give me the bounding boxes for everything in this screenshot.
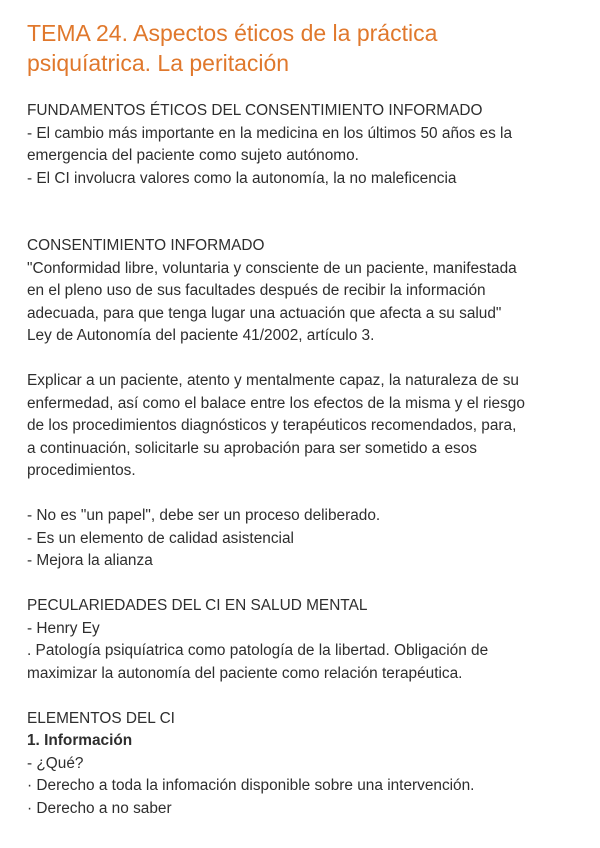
text-line: emergencia del paciente como sujeto autónomo. [27,147,359,164]
text-line: enfermedad, así como el balace entre los efectos de la misma y el riesgo [27,394,525,412]
section-fundamentos [27,100,577,190]
list-item: - No es "un papel", debe ser un proceso deliberado. [27,507,381,524]
document-page [27,18,577,820]
text-line: · Derecho a no saber [27,799,172,817]
section-heading: ELEMENTOS DEL CI [27,709,175,727]
text-line: - El cambio más importante en la medicina en los últimos 50 años es la [27,124,513,142]
section-consentimiento [27,235,577,573]
page-title [27,18,577,78]
title-line-2: psiquíatrica. La peritación [27,50,290,76]
text-line: maximizar la autonomía del paciente como relación terapéutica. [27,664,463,682]
paragraph [27,370,577,483]
text-line: - Henry Ey [27,619,100,637]
text-line: - ¿Qué? [27,754,84,772]
text-line: Explicar a un paciente, atento y mentalmente capaz, la naturaleza de su [27,372,519,389]
citation-line: Ley de Autonomía del paciente 41/2002, artículo 3. [27,327,375,344]
list-item: - Mejora la alianza [27,552,153,569]
text-line: procedimientos. [27,462,136,479]
text-line: . Patología psiquíatrica como patología de la libertad. Obligación de [27,642,489,659]
title-line-1: TEMA 24. Aspectos éticos de la práctica [27,20,438,46]
text-line: a continuación, solicitarle su aprobación para ser sometido a esos [27,439,478,457]
subheading: 1. Información [27,732,133,749]
section-elementos [27,708,577,821]
section-heading: FUNDAMENTOS ÉTICOS DEL CONSENTIMIENTO INFORMADO [27,102,483,119]
quote-line: en el pleno uso de sus facultades después de recibir la información [27,282,486,299]
quote-line: adecuada, para que tenga lugar una actuación que afecta a su salud" [27,304,502,322]
section-peculariedades [27,595,577,685]
section-heading: CONSENTIMIENTO INFORMADO [27,237,265,254]
bullet-list [27,505,577,573]
text-line: - El CI involucra valores como la autonomía, la no maleficencia [27,169,457,187]
section-heading: PECULARIEDADES DEL CI EN SALUD MENTAL [27,597,368,614]
list-item: - Es un elemento de calidad asistencial [27,529,294,547]
text-line: · Derecho a toda la infomación disponible sobre una intervención. [27,777,475,794]
text-line: de los procedimientos diagnósticos y terapéuticos recomendados, para, [27,417,517,434]
quote-line: "Conformidad libre, voluntaria y consciente de un paciente, manifestada [27,259,517,277]
